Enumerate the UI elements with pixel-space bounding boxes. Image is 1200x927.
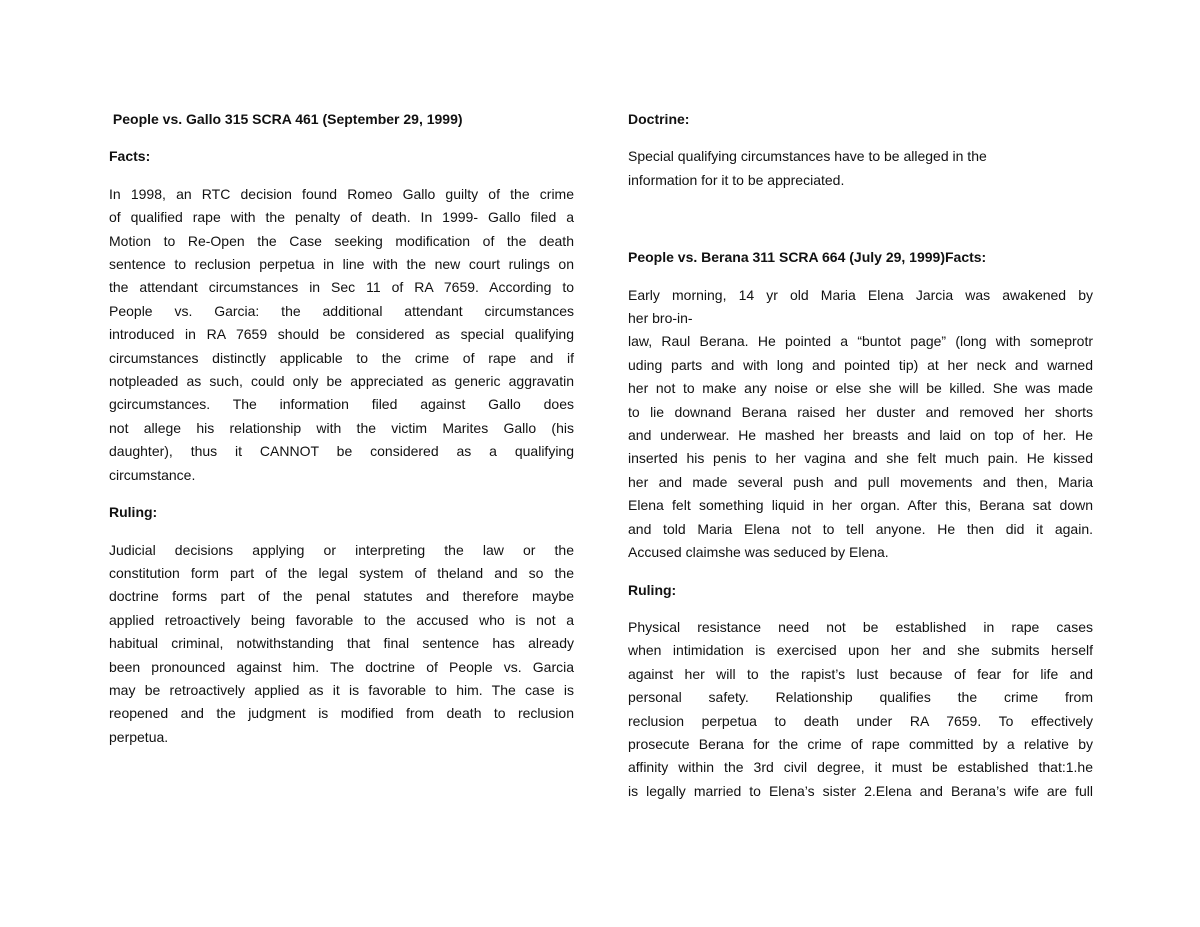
text-line: Motion to Re-Open the Case seeking modification of the death [109,232,574,249]
text-line: gcircumstances. The information filed against Gallo does [109,396,574,413]
text-line: her not to make any noise or else she will be killed. She was made [628,380,1093,397]
text-line: applied retroactively being favorable to the accused who is not a [109,611,574,628]
doctrine-paragraph [628,145,1093,192]
text-line: is legally married to Elena’s sister 2.Elena and Berana’s wife are full [628,782,1093,799]
text-line: to lie downand Berana raised her duster and removed her shorts [628,403,1093,420]
text-line: affinity within the 3rd civil degree, it must be established that:1.he [628,759,1093,776]
text-line: Physical resistance need not be established in rape cases [628,618,1093,635]
text-line: and underwear. He mashed her breasts and laid on top of her. He [628,427,1093,444]
text-line: not allege his relationship with the victim Marites Gallo (his [109,419,574,436]
text-line: inserted his penis to her vagina and she felt much pain. He kissed [628,450,1093,467]
text-line: Elena felt something liquid in her organ. After this, Berana sat down [628,497,1093,514]
doctrine-heading: Doctrine: [628,111,690,127]
text-line: personal safety. Relationship qualifies the crime from [628,689,1093,706]
text-line: People vs. Garcia: the additional attendant circumstances [109,302,574,319]
facts-paragraph [109,183,574,487]
text-line: reclusion perpetua to death under RA 7659. To effectively [628,712,1093,729]
text-line: of qualified rape with the penalty of death. In 1999- Gallo filed a [109,209,574,226]
ruling-paragraph [628,616,1093,803]
text-line: when intimidation is exercised upon her and she submits herself [628,642,1093,659]
text-line: Special qualifying circumstances have to be alleged in the [628,148,987,165]
text-line: In 1998, an RTC decision found Romeo Gallo guilty of the crime [109,185,574,202]
text-line: constitution form part of the legal system of theland and so the [109,564,574,581]
text-line: reopened and the judgment is modified from death to reclusion [109,705,574,722]
text-line: information for it to be appreciated. [628,171,845,188]
left-column [109,108,574,749]
text-line: may be retroactively applied as it is favorable to him. The case is [109,681,574,698]
text-line: introduced in RA 7659 should be considered as special qualifying [109,326,574,343]
text-line: law, Raul Berana. He pointed a “buntot page” (long with someprotr [628,333,1093,350]
right-column [628,108,1093,803]
ruling-heading: Ruling: [628,581,677,598]
text-line: her bro-in- [628,310,693,327]
text-line: circumstances distinctly applicable to the crime of rape and if [109,349,574,366]
facts-heading: Facts: [109,148,151,165]
text-line: perpetua. [109,728,169,745]
text-line: been pronounced against him. The doctrine of People vs. Garcia [109,658,574,675]
text-line: notpleaded as such, could only be appreciated as generic aggravatin [109,373,574,390]
text-line: circumstance. [109,466,196,483]
text-line: Accused claimshe was seduced by Elena. [628,544,889,561]
case-title-berana: People vs. Berana 311 SCRA 664 (July 29, 1999)Facts: [628,249,987,266]
text-line: the attendant circumstances in Sec 11 of RA 7659. According to [109,279,574,296]
text-line: against her will to the rapist’s lust because of fear for life and [628,665,1093,682]
case-title-gallo: People vs. Gallo 315 SCRA 461 (September 29, 1999) [109,111,463,127]
text-line: habitual criminal, notwithstanding that final sentence has already [109,635,574,652]
ruling-paragraph [109,539,574,750]
text-line: uding parts and with long and pointed tip) at her neck and warned [628,356,1093,373]
text-line: daughter), thus it CANNOT be considered as a qualifying [109,443,574,460]
ruling-heading: Ruling: [109,504,158,521]
text-line: prosecute Berana for the crime of rape committed by a relative by [628,735,1093,752]
facts-paragraph [628,284,1093,565]
text-line: doctrine forms part of the penal statutes and therefore maybe [109,588,574,605]
text-line: her and made several push and pull movements and then, Maria [628,473,1093,490]
text-line: sentence to reclusion perpetua in line with the new court rulings on [109,256,574,273]
text-line: Judicial decisions applying or interpreting the law or the [109,541,574,558]
text-line: Early morning, 14 yr old Maria Elena Jarcia was awakened by [628,286,1093,303]
text-line: and told Maria Elena not to tell anyone. He then did it again. [628,520,1093,537]
